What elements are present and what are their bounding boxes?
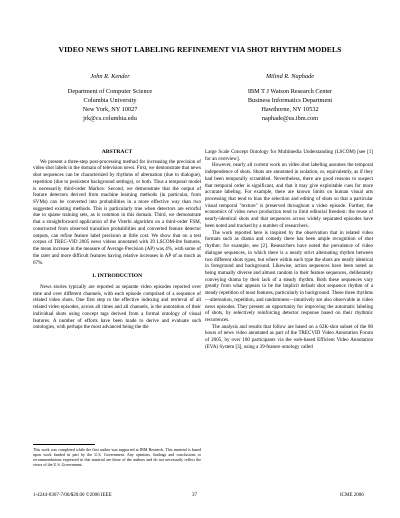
footer-isbn: 1-4244-0367-7/06/$20.00 ©2006 IEEE — [33, 493, 112, 498]
author-affiliation-line: IBM T J Watson Research Center — [247, 87, 333, 95]
page-number: 37 — [192, 493, 197, 498]
abstract-heading: ABSTRACT — [101, 149, 133, 155]
abstract-paragraph: We present a three-step post-processing method for increasing the precision of video shot labels in the domain of television news. First, we demonstrate that news shot sequences can be characterized by rhythms of alternation (due to dialogue), repetition (due to persistent background settings), or both. Thus a temporal model is necessarily third-order Markov. Second, we demonstrate that the output of feature detectors derived from machine learning methods (in particular, from SVMs) can be converted into probabilities in a more effective way than two suggested existing methods. This is particularly true when detectors are errorful due to sparse training sets, as is common in this domain. Third, we demonstrate that a straightforward application of the Viterbi algorithm on a third-order FSM, constructed from observed transition probabilities and converted feature detector outputs, can refine feature label precision at little cost. We show that on a test corpus of TREC-VID 2005 news videos annotated with 39 LSCOM-lite features, the mean increase in the measure of Average Precision (AP) was 4%, with some of the rarer and more difficult features having relative increases in AP of as much as 67%. — [33, 158, 201, 266]
author-email: jrk@cs.columbia.edu — [83, 114, 137, 122]
author-block-2 — [200, 73, 380, 124]
footnote-divider — [33, 444, 95, 445]
footnote: This work was completed while the first author was supported at IBM Research. This material is based upon work funded in part by the U.S. Government. Any opinions, findings and conclusions or recommendations expressed in this material are those of the authors and do not necessarily reflect the views of the U.S. Government. — [33, 447, 201, 467]
footer-conference: ICME 2006 — [340, 493, 364, 498]
author-name: John R. Kender — [90, 73, 130, 80]
author-address-line: Hawthorne, NY 10532 — [261, 105, 319, 113]
body-paragraph: News stories typically are reported as separate video episodes reported over time and over different channels, with each episode comprised of a sequence of related video shots. One first step to the effective indexing and retrieval of all related video episodes, across all times and all channels, is the annotation of their individual shots using concept tags derived from a formal ontology of visual features. A number of efforts have been made to derive and evaluate such ontologies, with perhaps the most advanced being the the — [33, 283, 201, 331]
author-affiliation-line: Department of Computer Science — [67, 87, 153, 95]
author-block-1 — [20, 73, 200, 124]
paper-title: VIDEO NEWS SHOT LABELING REFINEMENT VIA SHOT RHYTHM MODELS — [58, 45, 342, 54]
right-column — [205, 149, 373, 351]
author-email: naphade@us.ibm.com — [261, 114, 319, 122]
body-paragraph: The work reported here is inspired by the observation that in related video formats such as drama and comedy there has been ample recognition of shot rhythm: for example, see [2]. Researchers have noted the prevalence of video dialogue sequences, in which there is a nearly strict alternating rhythm between two different shots types, but where within each type the shots are nearly identical in foreground and background. Likewise, action sequences have been noted as being mutually diverse and almost random in their feature sequences, deliberately conveying drama by their lack of a steady rhythm. Both these sequences vary greatly from what appears to be the implicit default shot sequence rhythm of a steady repetition of most features, particularly in background. These three rhythms—alternation, repetition, and randomness—intuitively are also observable in video news episodes. They present an opportunity for improving the automatic labeling of shots, by selectively reinforcing detector response based on their rhythmic recurrences. — [205, 229, 373, 323]
author-affiliation-line: Business Informatics Department — [247, 96, 333, 104]
section-heading-introduction: 1. INTRODUCTION — [91, 273, 143, 280]
author-name: Milind R. Naphade — [265, 73, 315, 80]
body-paragraph: The analysis and results that follow are based on a 62K-shot subset of the 80 hours of news video annotated as part of the TRECVID Video Annotation Forum of 2005, by over 100 participants via the web-based Efficient Video Annotation (EVA) System [3], using a 39-feature ontology called — [205, 323, 373, 350]
body-paragraph: However, nearly all current work on video shot labeling assumes the temporal independence of shots. Shots are annotated in isolation, or, equivalently, as if they had been temporally scrambled. Nevertheless, there are good reasons to suspect that temporal order is significant, and that it may give exploitable cues for more accurate labeling. For example, there are known limits on human visual arts processing that tend to bias the selection and editing of shots so that a particular visual temporal "texture" is preserved throughout a video episode. Further, the economics of video news production tend to limit editorial freedom: the reuse of nearly-identical shots and that sequences across widely separated episodes have been noted and tracked by a number of researchers. — [205, 162, 373, 229]
author-affiliation-line: Columbia University — [83, 96, 137, 104]
body-paragraph: Large Scale Concept Ontology for Multimedia Understanding (LSCOM) [see [1] for an overview]. — [205, 149, 373, 162]
left-column — [33, 149, 201, 331]
author-address-line: New York, NY 10027 — [82, 105, 138, 113]
